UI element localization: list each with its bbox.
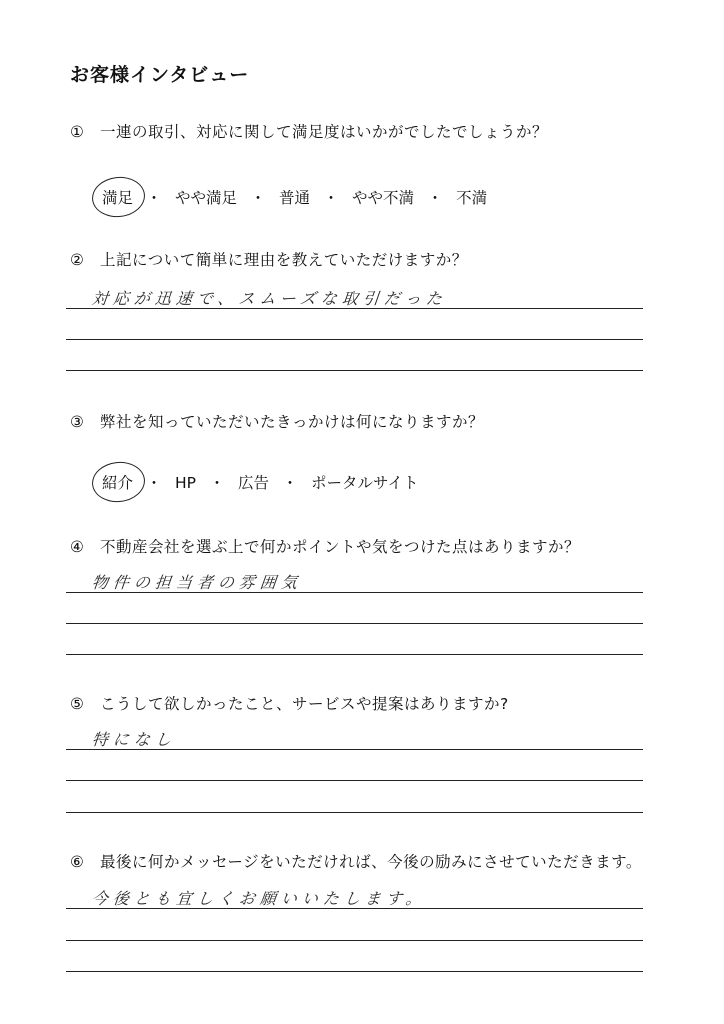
question-text: 一連の取引、対応に関して満足度はいかがでしたでしょうか？ [100,123,549,141]
option-somewhat-dissatisfied[interactable]: やや不満 [352,189,415,207]
option-separator: ・ [209,474,225,492]
option-somewhat-satisfied[interactable]: やや満足 [175,189,238,207]
answer-line [66,654,643,655]
question-3 [70,410,484,432]
option-satisfied[interactable]: 満足 [102,186,133,208]
question-text: 上記について簡単に理由を教えていただけますか？ [100,251,468,269]
answer-line [66,623,643,624]
selected-circle-mark [90,459,147,504]
option-separator: ・ [323,189,339,207]
answer-line [66,908,643,909]
question-number: ⑤ [70,695,85,713]
question-4 [70,535,580,557]
option-referral[interactable]: 紹介 [102,471,133,493]
option-separator: ・ [146,189,162,207]
question-text: 不動産会社を選ぶ上で何かポイントや気をつけた点はありますか？ [100,538,581,556]
option-neutral[interactable]: 普通 [279,189,311,207]
question-text: 最後に何かメッセージをいただければ、今後の励みにさせていただきます。 [100,853,642,871]
option-separator: ・ [250,189,266,207]
question-number: ① [70,123,85,141]
question-text: 弊社を知っていただいたきっかけは何になりますか？ [100,413,485,431]
handwritten-answer: 物件の担当者の雰囲気 [90,573,303,592]
answer-line [66,812,643,813]
question-number: ⑥ [70,853,85,871]
answer-line [66,592,643,593]
question-number: ④ [70,538,85,556]
question-text: こうして欲しかったこと、サービスや提案はありますか? [100,695,509,713]
option-separator: ・ [282,474,298,492]
selected-circle-mark [90,174,147,219]
answer-line [66,780,643,781]
answer-line [66,940,643,941]
question-6 [70,850,642,872]
option-homepage[interactable]: HP [175,474,197,492]
question-1 [70,120,548,142]
option-portal-site[interactable]: ポータルサイト [311,474,419,492]
answer-line [66,749,643,750]
option-advertisement[interactable]: 広告 [238,474,270,492]
question-number: ② [70,251,85,269]
option-dissatisfied[interactable]: 不満 [456,189,488,207]
answer-line [66,370,643,371]
handwritten-answer: 対応が迅速で、スムーズな取引だった [90,289,448,308]
form-title: お客様インタビュー [70,64,250,86]
handwritten-answer: 今後とも宜しくお願いいたします。 [90,889,428,908]
question-5 [70,692,509,714]
question-2 [70,248,468,270]
handwritten-answer: 特になし [90,730,177,749]
satisfaction-options [102,186,487,208]
answer-line [66,971,643,972]
question-number: ③ [70,413,85,431]
referral-options [102,471,418,493]
answer-line [66,339,643,340]
answer-line [66,308,643,309]
option-separator: ・ [427,189,443,207]
option-separator: ・ [146,474,162,492]
